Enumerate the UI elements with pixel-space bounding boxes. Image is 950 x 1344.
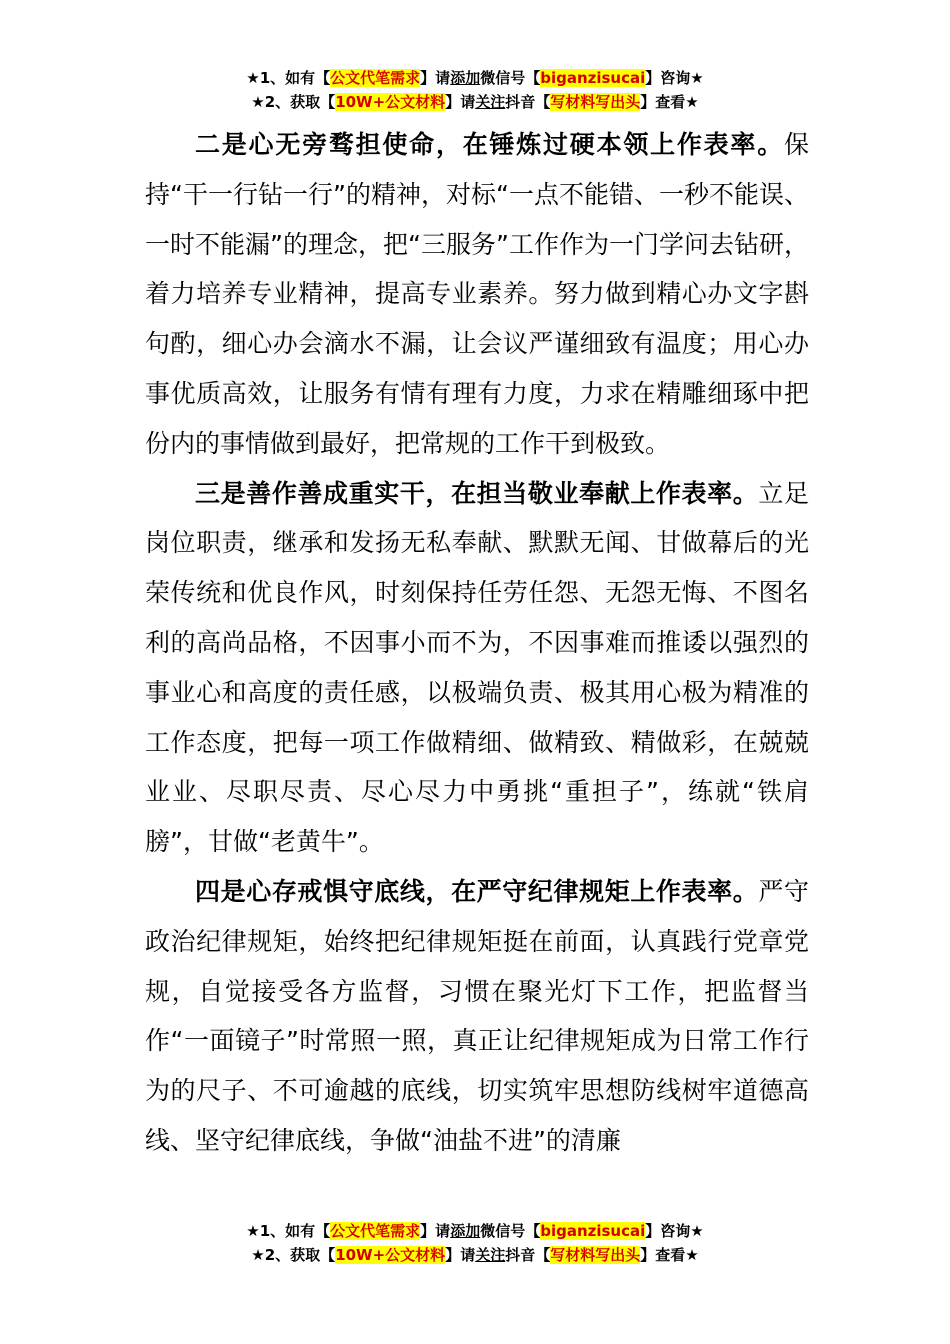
banner-highlight: biganzisucai [540,1222,646,1240]
banner-text: ★1、如有【 [246,1222,331,1240]
header-banner [0,66,950,114]
banner-text: 微信号【 [480,1222,541,1240]
paragraph-heading: 四是心存戒惧守底线，在严守纪律规矩上作表率。 [195,876,759,906]
banner-text: 】请 [420,1222,451,1240]
banner-line-1 [0,1219,950,1243]
paragraph-3 [145,469,809,867]
banner-text: ★2、获取【 [251,93,336,111]
banner-text: 微信号【 [480,69,541,87]
banner-highlight: 写材料写出头 [550,93,641,111]
paragraph-text: 立足岗位职责，继承和发扬无私奉献、默默无闻、甘做幕后的光荣传统和优良作风，时刻保持任劳任怨、无怨无悔、不图名利的高尚品格，不因事小而不为，不因事难而推诿以强烈的事业心和高度的责任感，以极端负责、极其用心极为精准的工作态度，把每一项工作做精细、做精致、精做彩，在兢兢业业、尽职尽责、尽心尽力中勇挑“重担子”，练就“铁肩膀”，甘做“老黄牛”。 [145,478,809,857]
banner-highlight: 写材料写出头 [550,1246,641,1264]
banner-text: 】请 [445,93,476,111]
banner-text: ★1、如有【 [246,69,331,87]
document-body [145,120,809,1166]
banner-text: 】请 [420,69,451,87]
banner-text: 】请 [445,1246,476,1264]
banner-line-2 [0,1243,950,1267]
banner-text: 抖音【 [505,1246,551,1264]
paragraph-text: 保持“干一行钻一行”的精神，对标“一点不能错、一秒不能误、一时不能漏”的理念，把“三服务”工作作为一门学问去钻研，着力培养专业精神，提高专业素养。努力做到精心办文字斟句酌，细心办会滴水不漏，让会议严谨细致有温度；用心办事优质高效，让服务有情有理有力度，力求在精雕细琢中把份内的事情做到最好，把常规的工作干到极致。 [145,130,809,458]
footer-banner [0,1219,950,1267]
banner-highlight: 10W+公文材料 [335,1246,446,1264]
banner-text: 】咨询★ [645,69,704,87]
paragraph-text: 严守政治纪律规矩，始终把纪律规矩挺在前面，认真践行党章党规，自觉接受各方监督，习惯在聚光灯下工作，把监督当作“一面镜子”时常照一照，真正让纪律规矩成为日常工作行为的尺子、不可逾越的底线，切实筑牢思想防线树牢道德高线、坚守纪律底线，争做“油盐不进”的清廉 [145,876,809,1155]
banner-highlight: biganzisucai [540,69,646,87]
banner-text: 】咨询★ [645,1222,704,1240]
banner-underline: 关注 [475,1246,506,1264]
banner-line-1 [0,66,950,90]
paragraph-2 [145,120,809,469]
banner-text: 】查看★ [640,1246,699,1264]
paragraph-heading: 三是善作善成重实干，在担当敬业奉献上作表率。 [195,478,759,508]
banner-highlight: 公文代笔需求 [330,1222,421,1240]
banner-text: ★2、获取【 [251,1246,336,1264]
paragraph-heading: 二是心无旁骛担使命，在锤炼过硬本领上作表率。 [195,130,784,159]
banner-highlight: 10W+公文材料 [335,93,446,111]
paragraph-4 [145,867,809,1166]
banner-text: 抖音【 [505,93,551,111]
banner-underline: 添加 [450,1222,481,1240]
banner-line-2 [0,90,950,114]
banner-underline: 关注 [475,93,506,111]
banner-text: 】查看★ [640,93,699,111]
banner-underline: 添加 [450,69,481,87]
banner-highlight: 公文代笔需求 [330,69,421,87]
